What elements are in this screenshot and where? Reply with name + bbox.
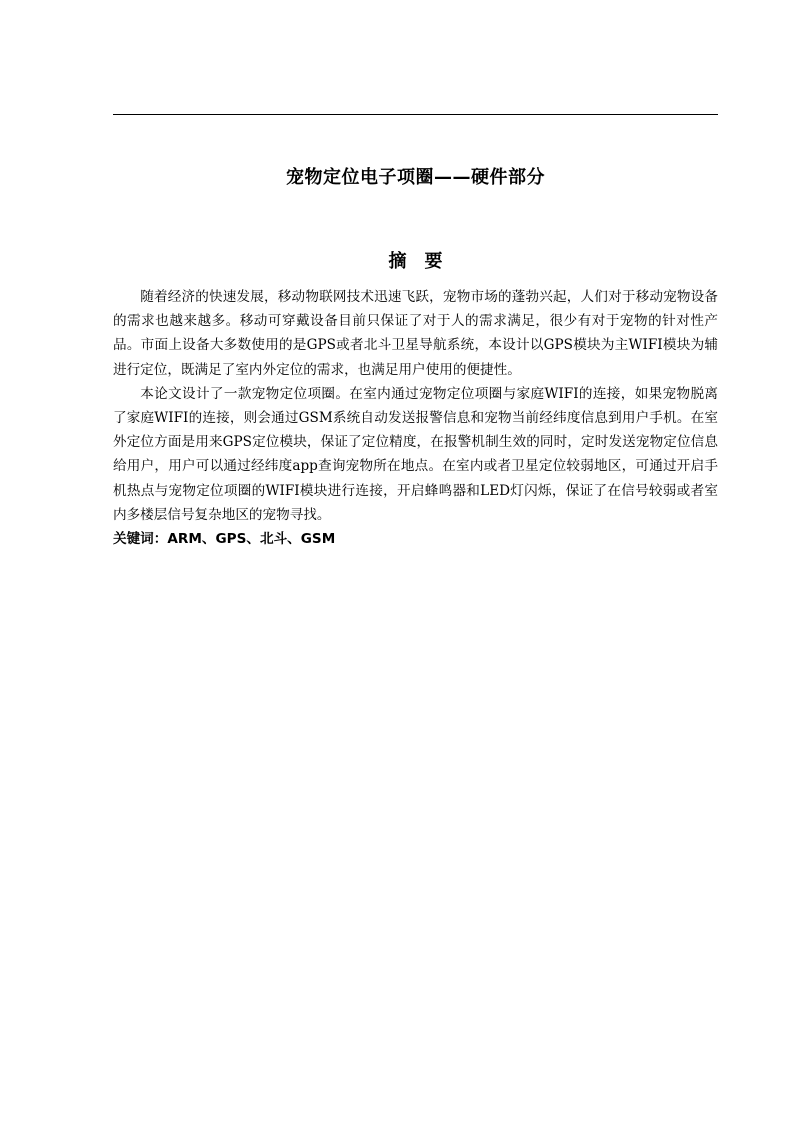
header-rule	[113, 114, 718, 115]
abstract-heading-first-char: 摘	[388, 251, 407, 272]
keywords-line: 关键词：ARM、GPS、北斗、GSM	[113, 531, 336, 548]
abstract-heading-second-char: 要	[424, 251, 443, 272]
abstract-paragraph-2: 本论文设计了一款宠物定位项圈。在室内通过宠物定位项圈与家庭WIFI的连接，如果宠物脱离了家庭WIFI的连接，则会通过GSM系统自动发送报警信息和宠物当前经纬度信息到用户手机。在室外定位方面是用来GPS定位模块，保证了定位精度，在报警机制生效的同时，定时发送宠物定位信息给用户，用户可以通过经纬度app查询宠物所在地点。在室内或者卫星定位较弱地区，可通过开启手机热点与宠物定位项圈的WIFI模块进行连接，开启蜂鸣器和LED灯闪烁，保证了在信号较弱或者室内多楼层信号复杂地区的宠物寻找。	[113, 385, 718, 523]
abstract-paragraph-1: 随着经济的快速发展，移动物联网技术迅速飞跃，宠物市场的蓬勃兴起，人们对于移动宠物设备的需求也越来越多。移动可穿戴设备目前只保证了对于人的需求满足，很少有对于宠物的针对性产品。市面上设备大多数使用的是GPS或者北斗卫星导航系统，本设计以GPS模块为主WIFI模块为辅进行定位，既满足了室内外定位的需求，也满足用户使用的便捷性。	[113, 289, 718, 378]
document-title: 宠物定位电子项圈——硬件部分	[286, 167, 545, 188]
abstract-body	[113, 285, 718, 551]
abstract-heading	[113, 249, 718, 275]
